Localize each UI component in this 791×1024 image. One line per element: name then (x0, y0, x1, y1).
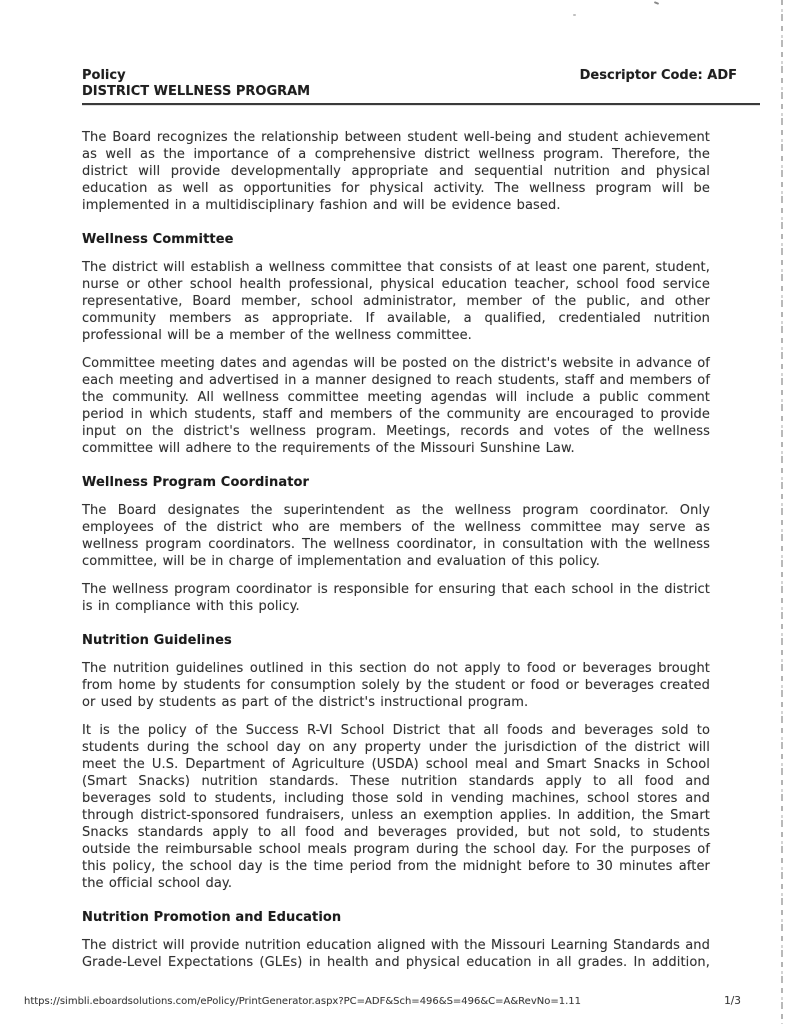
paragraph: The district will establish a wellness committee that consists of at least one parent, student, nurse or other school health professional, physical education teacher, school food service representative, Board member, school administrator, member of the public, and other community members as appropriate. If available, a qualified, credentialed nutrition professional will be a member of the wellness committee. (82, 260, 710, 343)
document-footer (24, 995, 741, 1008)
scan-speck (573, 14, 576, 16)
footer-url: https://simbli.eboardsolutions.com/ePolicy/PrintGenerator.aspx?PC=ADF&Sch=496&S=496&C=A&RevNo=1.11 (24, 996, 581, 1007)
document-header (82, 68, 737, 100)
scan-artifact-right-edge (781, 0, 783, 1024)
document-content (82, 68, 737, 982)
title-block (82, 68, 310, 100)
section-heading-nutrition-guidelines: Nutrition Guidelines (82, 633, 232, 648)
page-number: 1/3 (724, 995, 741, 1007)
section-heading-wellness-program-coordinator: Wellness Program Coordinator (82, 475, 310, 490)
paragraph: The Board designates the superintendent as the wellness program coordinator. Only employees of the district who are members of the wellness committee may serve as wellness program coordinators. The wellness coordinator, in consultation with the wellness committee, will be in charge of implementation and evaluation of this policy. (82, 503, 710, 569)
paragraph: The wellness program coordinator is responsible for ensuring that each school in the district is in compliance with this policy. (82, 582, 710, 614)
paragraph: Committee meeting dates and agendas will be posted on the district's website in advance of each meeting and advertised in a manner designed to reach students, staff and members of the community. All wellness committee meeting agendas will include a public comment period in which students, staff and members of the community are encouraged to provide input on the district's wellness program. Meetings, records and votes of the wellness committee will adhere to the requirements of the Missouri Sunshine Law. (82, 356, 710, 456)
paragraph: The nutrition guidelines outlined in this section do not apply to food or beverages brought from home by students for consumption solely by the student or food or beverages created or used by students as part of the district's instructional program. (82, 661, 710, 710)
section-heading-nutrition-promotion-and-education: Nutrition Promotion and Education (82, 910, 342, 925)
policy-label: Policy (82, 68, 126, 83)
page-title: DISTRICT WELLNESS PROGRAM (82, 84, 311, 99)
descriptor-code: Descriptor Code: ADF (579, 68, 737, 83)
scan-speck (654, 1, 659, 5)
paragraph: It is the policy of the Success R-VI School District that all foods and beverages sold to students during the school day on any property under the jurisdiction of the district will meet the U.S. Department of Agriculture (USDA) school meal and Smart Snacks in School (Smart Snacks) nutrition standards. These nutrition standards apply to all food and beverages sold to students, including those sold in vending machines, school stores and through district-sponsored fundraisers, unless an exemption applies. In addition, the Smart Snacks standards apply to all food and beverages provided, but not sold, to students outside the reimbursable school meals program during the school day. For the purposes of this policy, the school day is the time period from the midnight before to 30 minutes after the official school day. (82, 723, 710, 891)
intro-paragraph: The Board recognizes the relationship between student well-being and student achievement as well as the importance of a comprehensive district wellness program. Therefore, the district will provide developmentally appropriate and sequential nutrition and physical education as well as opportunities for physical activity. The wellness program will be implemented in a multidisciplinary fashion and will be evidence based. (82, 130, 710, 213)
paragraph: The district will provide nutrition education aligned with the Missouri Learning Standards and Grade-Level Expectations (GLEs) in health and physical education in all grades. In addition, (82, 938, 710, 970)
header-divider (82, 103, 760, 105)
section-heading-wellness-committee: Wellness Committee (82, 232, 234, 247)
